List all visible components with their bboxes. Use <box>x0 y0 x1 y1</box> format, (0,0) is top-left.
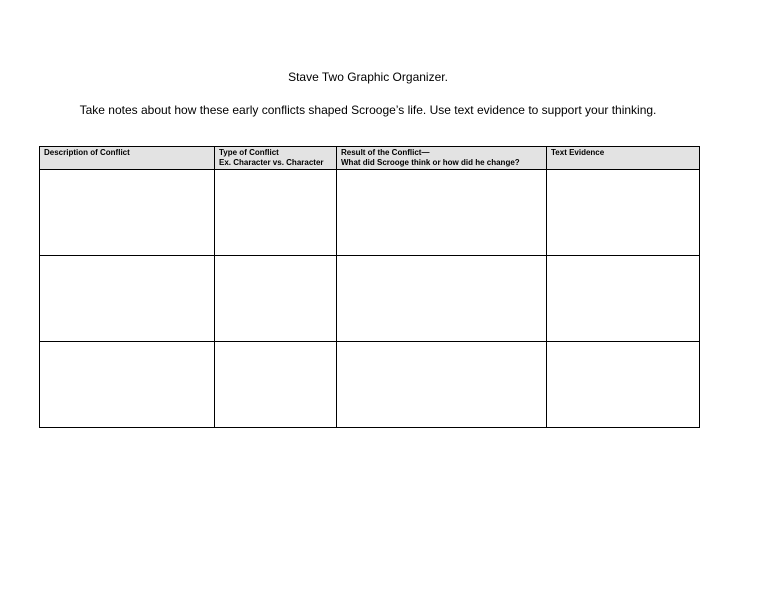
table-header-row <box>40 147 700 170</box>
table-row <box>40 256 700 342</box>
table-cell[interactable] <box>40 342 215 428</box>
table-cell[interactable] <box>215 170 337 256</box>
instructions-text: Take notes about how these early conflicts shaped Scrooge’s life. Use text evidence to support your thinking. <box>79 103 657 117</box>
table-cell[interactable] <box>337 342 547 428</box>
table-cell[interactable] <box>547 256 700 342</box>
table-cell[interactable] <box>337 256 547 342</box>
table-cell[interactable] <box>40 170 215 256</box>
header-description-of-conflict <box>40 147 215 170</box>
header-text-evidence <box>547 147 700 170</box>
table-cell[interactable] <box>40 256 215 342</box>
header-result-of-conflict <box>337 147 547 170</box>
header-sublabel: Ex. Character vs. Character <box>219 158 324 167</box>
header-sublabel: What did Scrooge think or how did he change? <box>341 158 520 167</box>
table-cell[interactable] <box>215 256 337 342</box>
header-label: Description of Conflict <box>44 148 130 157</box>
table-row <box>40 342 700 428</box>
table-row <box>40 170 700 256</box>
table-cell[interactable] <box>547 342 700 428</box>
table-cell[interactable] <box>215 342 337 428</box>
graphic-organizer-table <box>39 146 700 428</box>
table-cell[interactable] <box>337 170 547 256</box>
header-label: Result of the Conflict— <box>341 148 430 157</box>
document-title: Stave Two Graphic Organizer. <box>288 70 448 84</box>
header-label: Text Evidence <box>551 148 605 157</box>
table-cell[interactable] <box>547 170 700 256</box>
header-label: Type of Conflict <box>219 148 279 157</box>
header-type-of-conflict <box>215 147 337 170</box>
